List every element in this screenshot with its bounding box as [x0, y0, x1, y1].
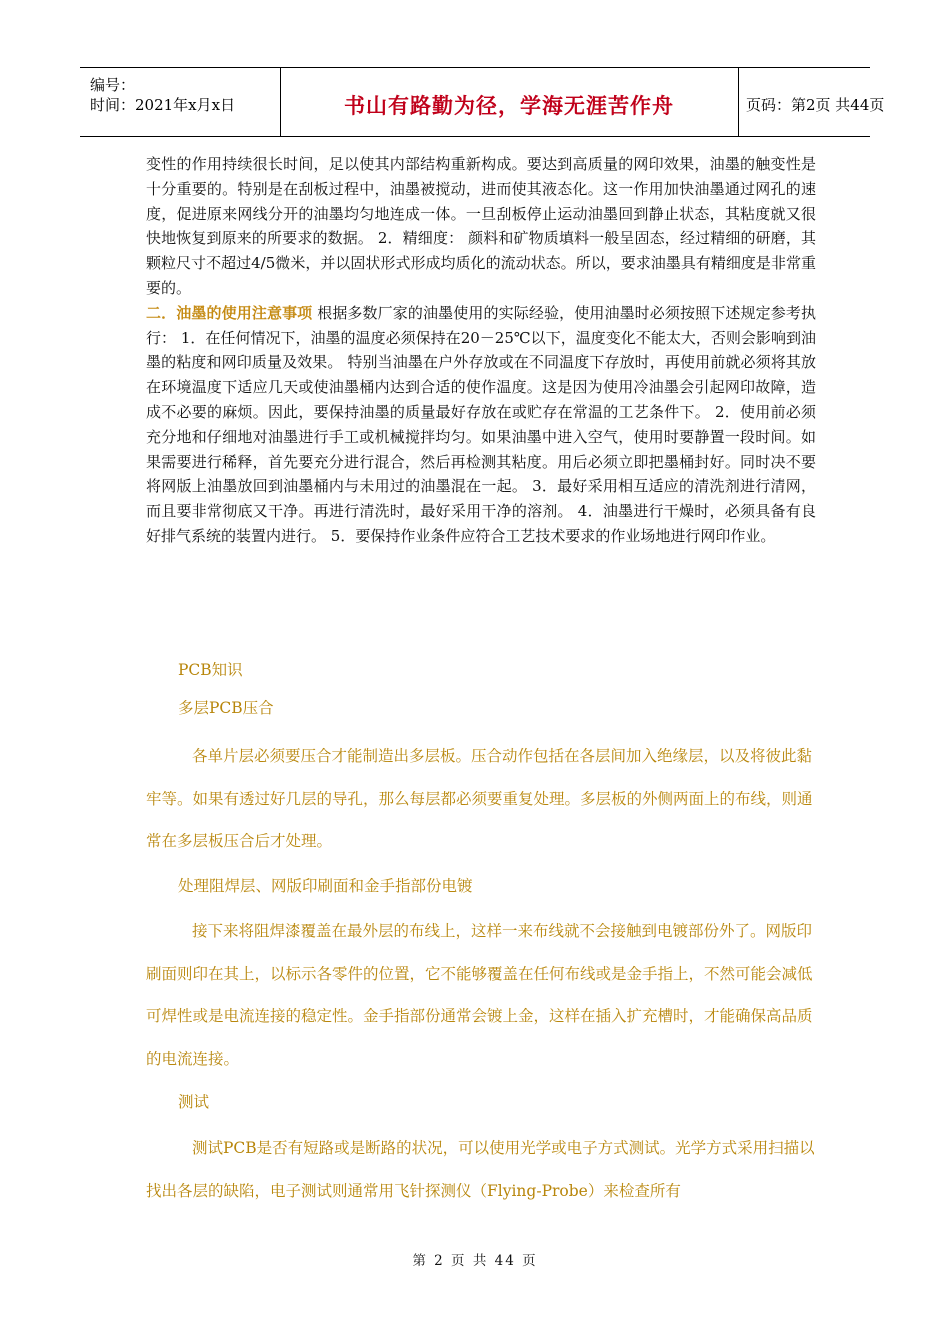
header-time: 时间：2021年x月x日 — [90, 96, 236, 114]
pcb-paragraph-testing-text: 测试PCB是否有短路或是断路的状况，可以使用光学或电子方式测试。光学方式采用扫描以找出各层的缺陷，电子测试则通常用飞针探测仪（Flying-Probe）来检查所有 — [146, 1139, 815, 1200]
pcb-subtitle-lamination: 多层PCB压合 — [178, 699, 274, 717]
section-2-title: 二．油墨的使用注意事项 — [146, 303, 313, 322]
article-body — [146, 152, 816, 549]
header-motto-cell — [280, 68, 739, 136]
pcb-subtitle-testing: 测试 — [178, 1093, 210, 1111]
document-header — [80, 67, 885, 137]
pcb-paragraph-lamination-text: 各单片层必须要压合才能制造出多层板。压合动作包括在各层间加入绝缘层，以及将彼此黏牢等。如果有透过好几层的导孔，那么每层都必须要重复处理。多层板的外侧两面上的布线，则通常在多层板压合后才处理。 — [146, 747, 813, 850]
article-paragraph-2 — [146, 301, 816, 549]
header-number: 编号： — [90, 76, 136, 94]
pcb-paragraph-lamination — [146, 735, 826, 863]
pcb-paragraph-soldermask — [146, 910, 826, 1080]
pcb-knowledge-title: PCB知识 — [178, 661, 243, 679]
header-info-cell — [80, 68, 281, 136]
page-footer: 第 2 页 共 44 页 — [412, 1253, 538, 1269]
pcb-subtitle-soldermask: 处理阻焊层、网版印刷面和金手指部份电镀 — [178, 877, 473, 895]
section-2-text: 根据多数厂家的油墨使用的实际经验，使用油墨时必须按照下述规定参考执行： 1．在任何情况下，油墨的温度必须保持在20－25℃以下，温度变化不能太大，否则会影响到油墨的粘度和网印质量及效果。 特别当油墨在户外存放或在不同温度下存放时，再使用前就必须将其放在环境温度下适应几天或使油墨桶内达到合适的使作温度。这是因为使用冷油墨会引起网印故障，造成不必要的麻烦。因此，要保持油墨的质量最好存放在或贮存在常温的工艺条件下。 2．使用前必须充分地和仔细地对油墨进行手工或机械搅拌均匀。如果油墨中进入空气，使用时要静置一段时间。如果需要进行稀释，首先要充分进行混合，然后再检测其粘度。用后必须立即把墨桶封好。同时决不要将网版上油墨放回到油墨桶内与未用过的油墨混在一起。 3．最好采用相互适应的清洗剂进行清网，而且要非常彻底又干净。再进行清洗时，最好采用干净的溶剂。 4．油墨进行干燥时，必须具备有良好排气系统的装置内进行。 5．要保持作业条件应符合工艺技术要求的作业场地进行网印作业。 — [146, 303, 816, 545]
header-motto: 书山有路勤为径，学海无涯苦作舟 — [344, 93, 674, 118]
header-page-info: 页码：第2页 共44页 — [746, 96, 885, 114]
article-paragraph-1: 变性的作用持续很长时间，足以使其内部结构重新构成。要达到高质量的网印效果，油墨的触变性是十分重要的。特别是在刮板过程中，油墨被搅动，进而使其液态化。这一作用加快油墨通过网孔的速度，促进原来网线分开的油墨均匀地连成一体。一旦刮板停止运动油墨回到静止状态，其粘度就又很快地恢复到原来的所要求的数据。 2．精细度： 颜料和矿物质填料一般呈固态，经过精细的研磨，其颗粒尺寸不超过4/5微米，并以固状形式形成均质化的流动状态。所以，要求油墨具有精细度是非常重要的。 — [146, 155, 816, 297]
header-page-cell — [738, 68, 885, 136]
pcb-paragraph-soldermask-text: 接下来将阻焊漆覆盖在最外层的布线上，这样一来布线就不会接触到电镀部份外了。网版印刷面则印在其上，以标示各零件的位置，它不能够覆盖在任何布线或是金手指上，不然可能会减低可焊性或是电流连接的稳定性。金手指部份通常会镀上金，这样在插入扩充槽时，才能确保高品质的电流连接。 — [146, 922, 813, 1068]
pcb-paragraph-testing — [146, 1127, 826, 1212]
